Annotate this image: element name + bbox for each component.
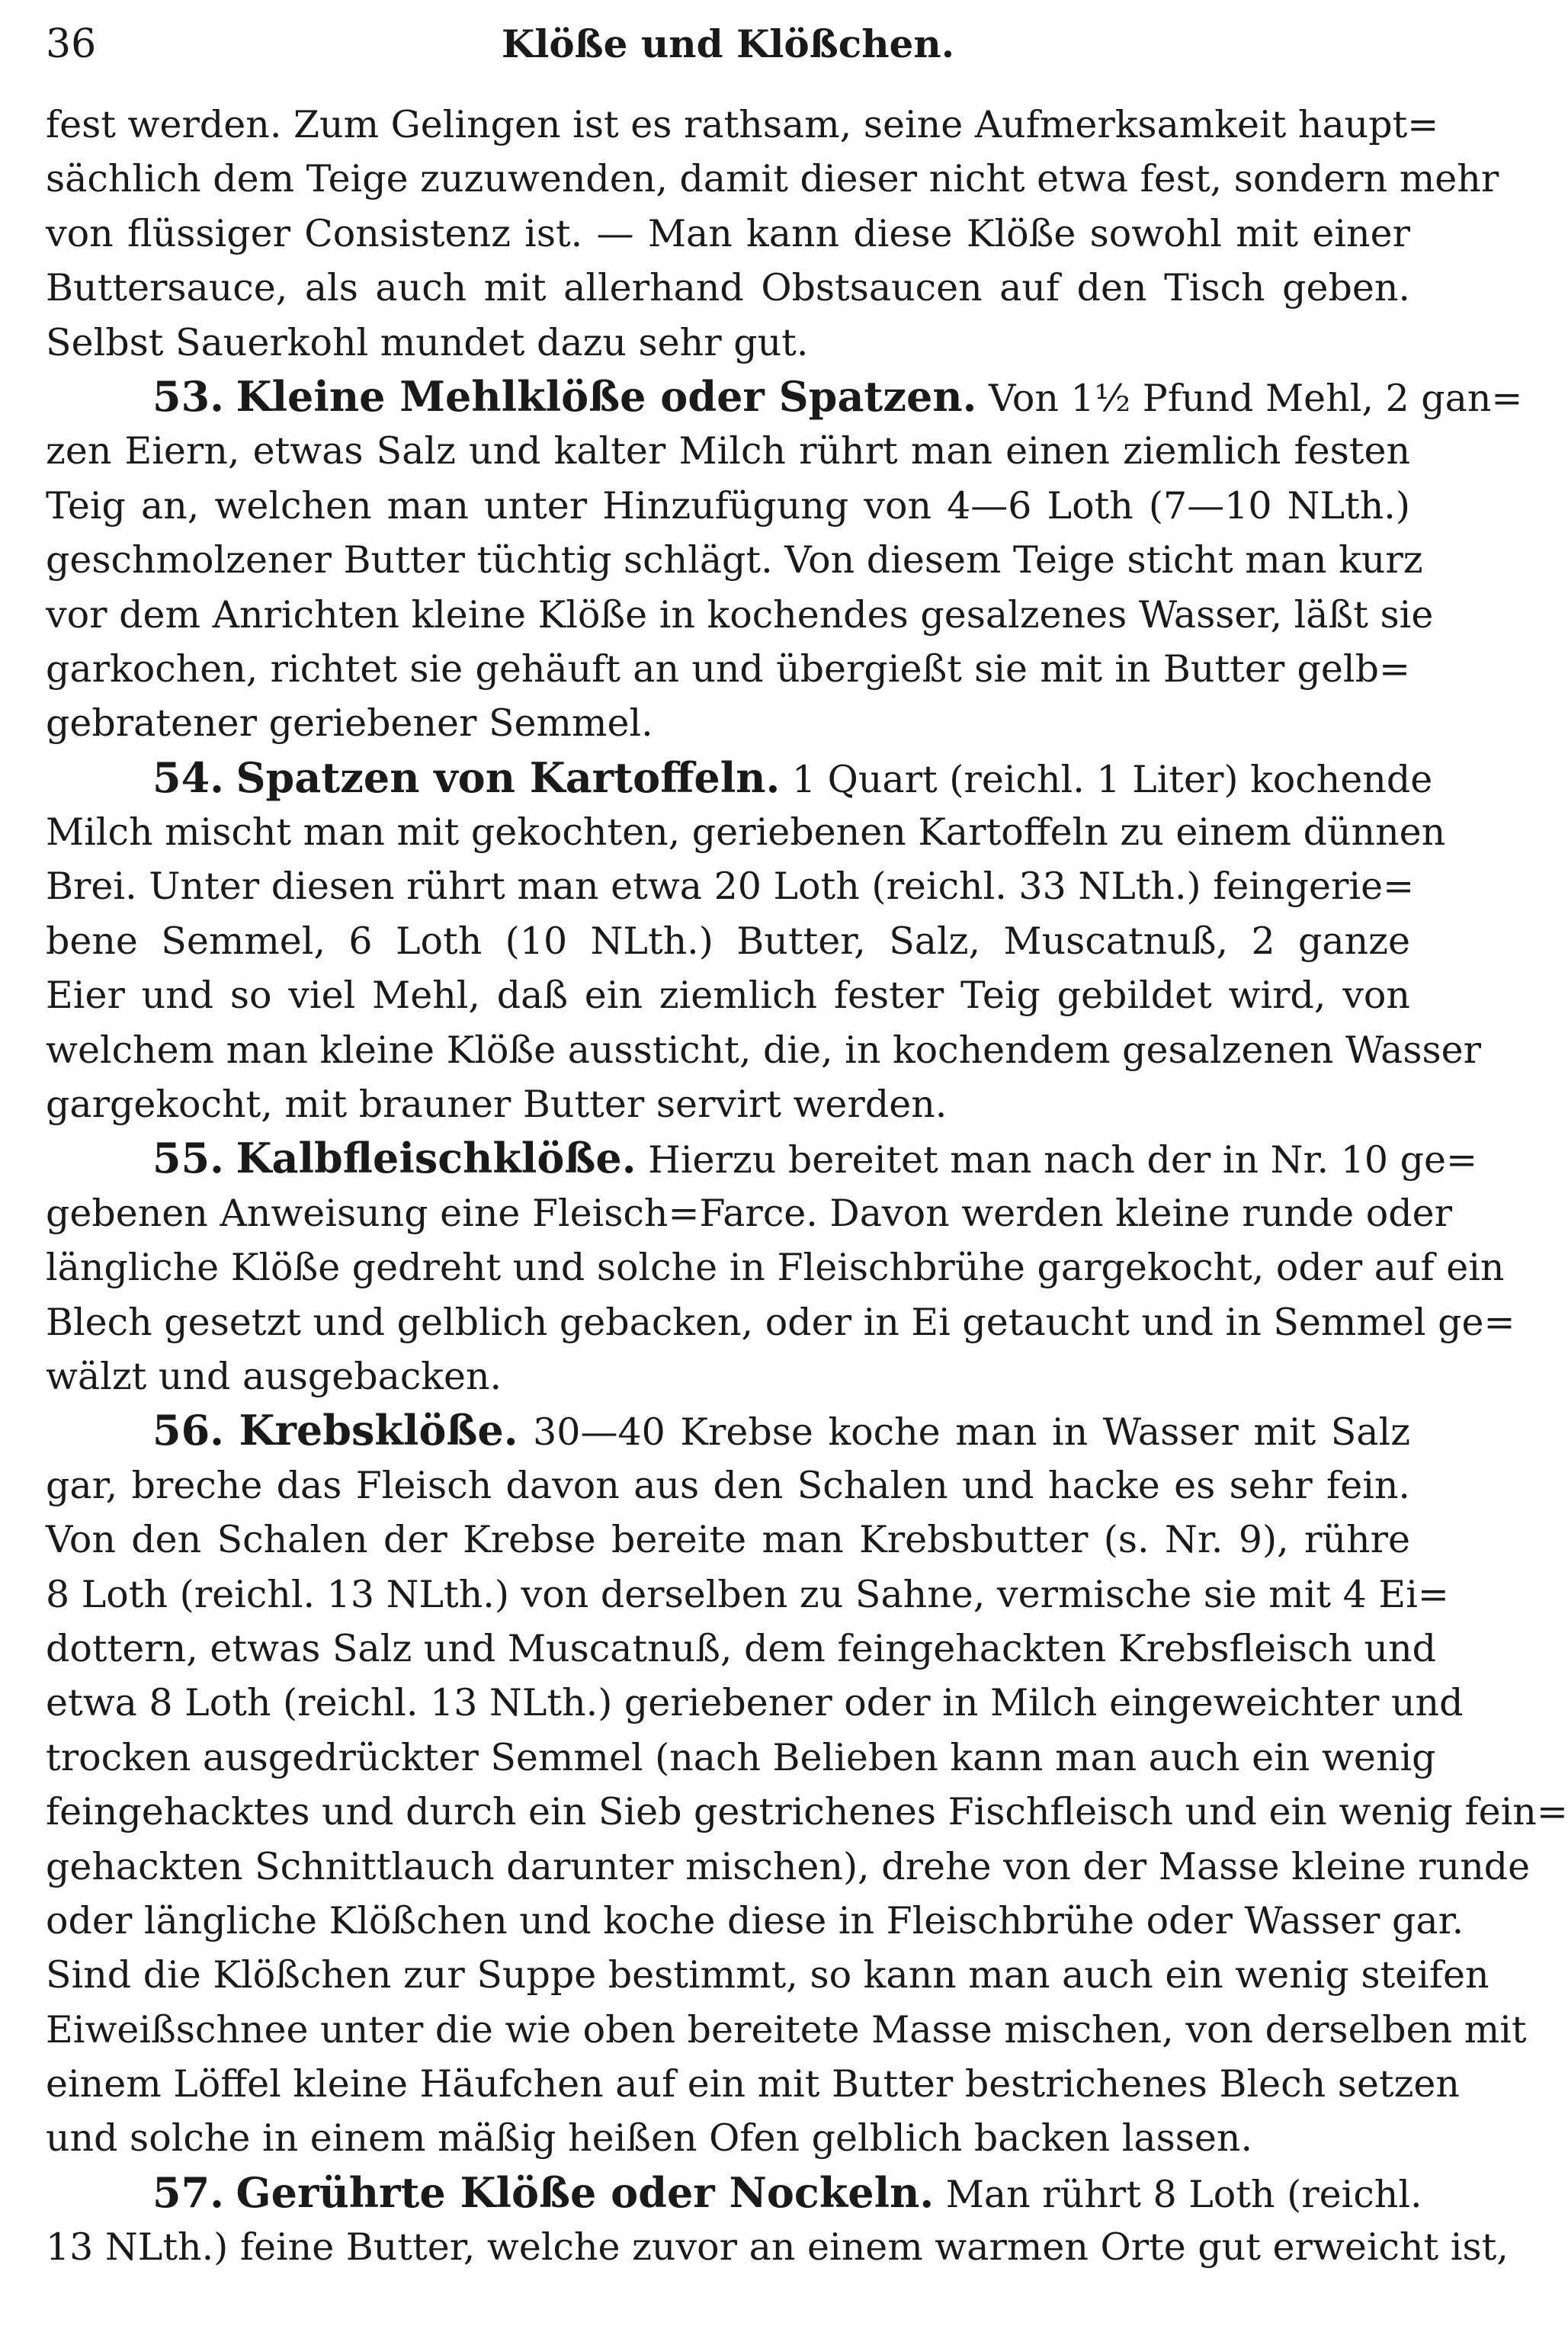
text-line: Milch mischt man mit gekochten, geriebenen Kartoffeln zu einem dünnen	[46, 810, 1446, 855]
recipe-title: Kleine Mehlklöße oder Spatzen.	[236, 371, 977, 421]
text-line: vor dem Anrichten kleine Klöße in kochendes gesalzenes Wasser, läßt sie	[46, 592, 1434, 637]
recipe-heading-line	[46, 370, 1523, 424]
text-line: Eiweißschnee unter die wie oben bereitete Masse mischen, von derselben mit	[46, 2007, 1527, 2052]
text-line: fest werden. Zum Gelingen ist es rathsam, seine Aufmerksamkeit haupt=	[46, 103, 1439, 146]
text-line: Eier und so viel Mehl, daß ein ziemlich fester Teig gebildet wird, von	[46, 974, 1410, 1018]
text-line: Selbst Sauerkohl mundet dazu sehr gut.	[46, 320, 809, 364]
text-line: Von den Schalen der Krebse bereite man Krebsbutter (s. Nr. 9), rühre	[46, 1518, 1410, 1562]
text-line: und solche in einem mäßig heißen Ofen gelblich backen lassen.	[46, 2116, 1253, 2161]
text-line: gebenen Anweisung eine Fleisch=Farce. Davon werden kleine runde oder	[46, 1191, 1453, 1235]
text-line: 13 NLth.) feine Butter, welche zuvor an einem warmen Orte gut erweicht ist,	[46, 2225, 1509, 2270]
recipe-title: Krebsklöße.	[239, 1406, 518, 1455]
text-line: dottern, etwas Salz und Muscatnuß, dem feingehackten Krebsfleisch und	[46, 1626, 1437, 1670]
paragraph-continuation	[46, 98, 1499, 370]
text-line: gehackten Schnittlauch darunter mischen), drehe von der Masse kleine runde	[46, 1844, 1531, 1888]
recipe-heading-line	[46, 1404, 1410, 1458]
recipe-text: Hierzu bereitet man nach der in Nr. 10 ge=	[648, 1138, 1478, 1182]
running-head: Klöße und Klößchen.	[501, 21, 955, 66]
text-line: geschmolzener Butter tüchtig schlägt. Von diesem Teige sticht man kurz	[46, 538, 1423, 582]
recipe-text: 30—40 Krebse koche man in Wasser mit Salz	[533, 1410, 1411, 1455]
recipe-number: 57.	[152, 2167, 224, 2217]
text-line: gargekocht, mit brauner Butter servirt werden.	[46, 1083, 948, 1127]
recipe-56	[46, 1404, 1568, 2165]
text-line: zen Eiern, etwas Salz und kalter Milch rührt man einen ziemlich festen	[46, 429, 1410, 473]
text-line: wälzt und ausgebacken.	[46, 1354, 502, 1398]
recipe-title: Kalbfleischklöße.	[236, 1134, 636, 1183]
text-line: garkochen, richtet sie gehäuft an und übergießt sie mit in Butter gelb=	[46, 646, 1410, 691]
page-body	[46, 98, 1568, 2275]
text-line: welchem man kleine Klöße aussticht, die, in kochendem gesalzenen Wasser	[46, 1028, 1482, 1072]
text-line: Blech gesetzt und gelblich gebacken, oder in Ei getaucht und in Semmel ge=	[46, 1300, 1515, 1344]
recipe-text: Man rührt 8 Loth (reichl.	[945, 2172, 1422, 2216]
page-header	[46, 8, 1410, 76]
text-line: gar, breche das Fleisch davon aus den Schalen und hacke es sehr fein.	[46, 1463, 1410, 1507]
recipe-number: 55.	[152, 1134, 224, 1183]
text-line: Sind die Klößchen zur Suppe bestimmt, so kann man auch ein wenig steifen	[46, 1953, 1489, 1997]
text-line: sächlich dem Teige zuzuwenden, damit dieser nicht etwa fest, sondern mehr	[46, 157, 1499, 201]
recipe-heading-line	[46, 2166, 1422, 2220]
recipe-heading-line	[46, 751, 1433, 805]
text-line: bene Semmel, 6 Loth (10 NLth.) Butter, Salz, Muscatnuß, 2 ganze	[46, 919, 1410, 963]
text-line: oder längliche Klößchen und koche diese in Fleischbrühe oder Wasser gar.	[46, 1898, 1464, 1943]
text-line: Teig an, welchen man unter Hinzufügung von 4—6 Loth (7—10 NLth.)	[46, 483, 1410, 528]
text-line: einem Löffel kleine Häufchen auf ein mit Butter bestrichenes Blech setzen	[46, 2062, 1460, 2106]
text-line: längliche Klöße gedreht und solche in Fleischbrühe gargekocht, oder auf ein	[46, 1246, 1505, 1290]
recipe-heading-line	[46, 1131, 1478, 1185]
recipe-57	[46, 2166, 1509, 2275]
page-number: 36	[46, 21, 97, 67]
book-page	[46, 0, 1568, 2342]
text-line: gebratener geriebener Semmel.	[46, 701, 653, 746]
recipe-number: 54.	[152, 752, 224, 802]
recipe-text: 1 Quart (reichl. 1 Liter) kochende	[791, 757, 1433, 801]
text-line: 8 Loth (reichl. 13 NLth.) von derselben zu Sahne, vermische sie mit 4 Ei=	[46, 1572, 1449, 1616]
text-line: feingehacktes und durch ein Sieb gestrichenes Fischfleisch und ein wenig fein=	[46, 1790, 1568, 1834]
recipe-text: Von 1½ Pfund Mehl, 2 gan=	[989, 376, 1523, 420]
recipe-54	[46, 751, 1482, 1132]
recipe-53	[46, 370, 1523, 751]
text-line: etwa 8 Loth (reichl. 13 NLth.) geriebener oder in Milch eingeweichter und	[46, 1681, 1464, 1725]
recipe-number: 56.	[152, 1406, 224, 1455]
text-line: Buttersauce, als auch mit allerhand Obstsaucen auf den Tisch geben.	[46, 266, 1410, 310]
recipe-number: 53.	[152, 371, 224, 421]
recipe-title: Gerührte Klöße oder Nockeln.	[236, 2167, 935, 2217]
text-line: von flüssiger Consistenz ist. — Man kann diese Klöße sowohl mit einer	[46, 211, 1410, 255]
text-line: trocken ausgedrückter Semmel (nach Belieben kann man auch ein wenig	[46, 1735, 1436, 1779]
recipe-55	[46, 1131, 1515, 1404]
recipe-title: Spatzen von Kartoffeln.	[236, 752, 781, 802]
text-line: Brei. Unter diesen rührt man etwa 20 Loth (reichl. 33 NLth.) feingerie=	[46, 865, 1415, 909]
